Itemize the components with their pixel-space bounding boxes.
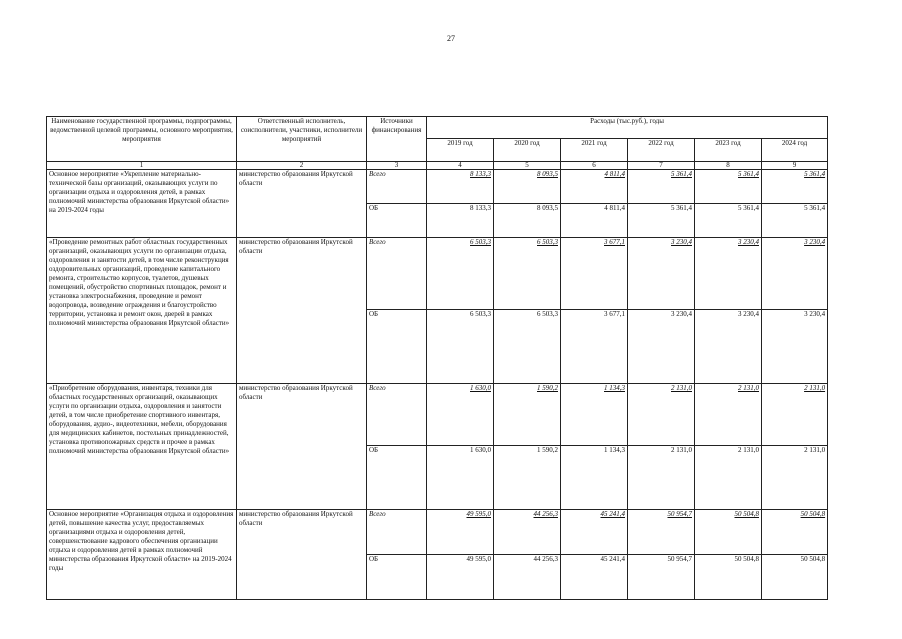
source-total-label: Всего (367, 510, 427, 555)
header-year: 2023 год (695, 139, 762, 162)
total-value: 6 503,3 (494, 238, 561, 310)
total-value: 5 361,4 (695, 170, 762, 204)
total-value: 3 230,4 (628, 238, 695, 310)
responsible-executor: министерство образования Иркутской области (237, 384, 367, 510)
ob-value: 8 133,3 (427, 204, 494, 238)
total-value: 3 677,1 (561, 238, 628, 310)
header-year: 2021 год (561, 139, 628, 162)
total-value: 50 504,8 (762, 510, 828, 555)
header-expenses: Расходы (тыс.руб.), годы (427, 117, 828, 139)
ob-value: 3 230,4 (762, 310, 828, 384)
header-year: 2024 год (762, 139, 828, 162)
source-ob-label: ОБ (367, 310, 427, 384)
table-row (47, 384, 828, 446)
total-value: 3 230,4 (695, 238, 762, 310)
total-value: 1 134,3 (561, 384, 628, 446)
header-year: 2022 год (628, 139, 695, 162)
activity-name: Основное мероприятие «Организация отдыха и оздоровления детей, повышение качества услуг, предоставляемых организациями отдыха и оздоровления детей, совершенствование кадрового обеспечения организации отдыха и оздоровления детей в рамках полномочий министерства образования Иркутской области» на 2019-2024 годы (47, 510, 237, 600)
source-ob-label: ОБ (367, 555, 427, 600)
column-number: 7 (628, 162, 695, 170)
ob-value: 2 131,0 (762, 446, 828, 510)
ob-value: 6 503,3 (427, 310, 494, 384)
total-value: 45 241,4 (561, 510, 628, 555)
responsible-executor: министерство образования Иркутской области (237, 510, 367, 600)
ob-value: 44 256,3 (494, 555, 561, 600)
total-value: 5 361,4 (762, 170, 828, 204)
total-value: 8 093,5 (494, 170, 561, 204)
column-number: 1 (47, 162, 237, 170)
column-number-row (47, 162, 828, 170)
ob-value: 2 131,0 (695, 446, 762, 510)
ob-value: 50 504,8 (695, 555, 762, 600)
ob-value: 4 811,4 (561, 204, 628, 238)
ob-value: 50 504,8 (762, 555, 828, 600)
column-number: 3 (367, 162, 427, 170)
page-number: 27 (447, 34, 455, 43)
total-value: 8 133,3 (427, 170, 494, 204)
responsible-executor: министерство образования Иркутской области (237, 238, 367, 384)
total-value: 2 131,0 (628, 384, 695, 446)
source-ob-label: ОБ (367, 204, 427, 238)
source-total-label: Всего (367, 170, 427, 204)
total-value: 6 503,3 (427, 238, 494, 310)
column-number: 9 (762, 162, 828, 170)
budget-table (46, 116, 828, 600)
ob-value: 1 134,3 (561, 446, 628, 510)
total-value: 44 256,3 (494, 510, 561, 555)
ob-value: 1 630,0 (427, 446, 494, 510)
table-row (47, 170, 828, 204)
column-number: 2 (237, 162, 367, 170)
total-value: 1 630,0 (427, 384, 494, 446)
total-value: 3 230,4 (762, 238, 828, 310)
source-total-label: Всего (367, 238, 427, 310)
ob-value: 3 230,4 (628, 310, 695, 384)
header-year: 2020 год (494, 139, 561, 162)
table-row (47, 510, 828, 555)
table-row (47, 238, 828, 310)
total-value: 50 954,7 (628, 510, 695, 555)
header-year: 2019 год (427, 139, 494, 162)
total-value: 1 590,2 (494, 384, 561, 446)
total-value: 2 131,0 (762, 384, 828, 446)
activity-name: «Проведение ремонтных работ областных государственных организаций, оказывающих услуги по организации отдыха, оздоровления и занятости детей, в том числе реконструкция оздоровительных организаций, проведение капитального ремонта, строительство корпусов, туалетов, душевых помещений, обустройство спортивных площадок, ремонт и установка электроснабжения, проведение и ремонт водопровода, возведение ограждения и благоустройство территории, установка и ремонт окон, дверей в рамках полномочий министерства образования Иркутской области» (47, 238, 237, 384)
column-number: 5 (494, 162, 561, 170)
activity-name: «Приобретение оборудования, инвентаря, техники для областных государственных организаций, оказывающих услуги по организации отдыха, оздоровления и занятости детей, в том числе приобретение спортивного инвентаря, оборудования, аудио-, видеотехники, мебели, оборудования для медицинских кабинетов, постельных принадлежностей, установка противопожарных средств и прочее в рамках полномочий министерства образования Иркутской области» (47, 384, 237, 510)
ob-value: 45 241,4 (561, 555, 628, 600)
total-value: 4 811,4 (561, 170, 628, 204)
source-total-label: Всего (367, 384, 427, 446)
column-number: 8 (695, 162, 762, 170)
column-number: 6 (561, 162, 628, 170)
total-value: 5 361,4 (628, 170, 695, 204)
ob-value: 3 230,4 (695, 310, 762, 384)
ob-value: 50 954,7 (628, 555, 695, 600)
ob-value: 8 093,5 (494, 204, 561, 238)
header-source: Источники финансирования (367, 117, 427, 162)
ob-value: 49 595,0 (427, 555, 494, 600)
ob-value: 1 590,2 (494, 446, 561, 510)
ob-value: 5 361,4 (762, 204, 828, 238)
ob-value: 2 131,0 (628, 446, 695, 510)
ob-value: 3 677,1 (561, 310, 628, 384)
source-ob-label: ОБ (367, 446, 427, 510)
header-program-name: Наименование государственной программы, подпрограммы, ведомственной целевой программы, основного мероприятия, мероприятия (47, 117, 237, 162)
total-value: 50 504,8 (695, 510, 762, 555)
responsible-executor: министерство образования Иркутской области (237, 170, 367, 238)
total-value: 2 131,0 (695, 384, 762, 446)
ob-value: 5 361,4 (628, 204, 695, 238)
ob-value: 5 361,4 (695, 204, 762, 238)
total-value: 49 595,0 (427, 510, 494, 555)
activity-name: Основное мероприятие «Укрепление материально-технической базы организаций, оказывающих услуги по организации отдыха и оздоровления детей, в рамках полномочий министерства образования Иркутской области» на 2019-2024 годы (47, 170, 237, 238)
header-responsible: Ответственный исполнитель, соисполнители, участники, исполнители мероприятий (237, 117, 367, 162)
ob-value: 6 503,3 (494, 310, 561, 384)
column-number: 4 (427, 162, 494, 170)
